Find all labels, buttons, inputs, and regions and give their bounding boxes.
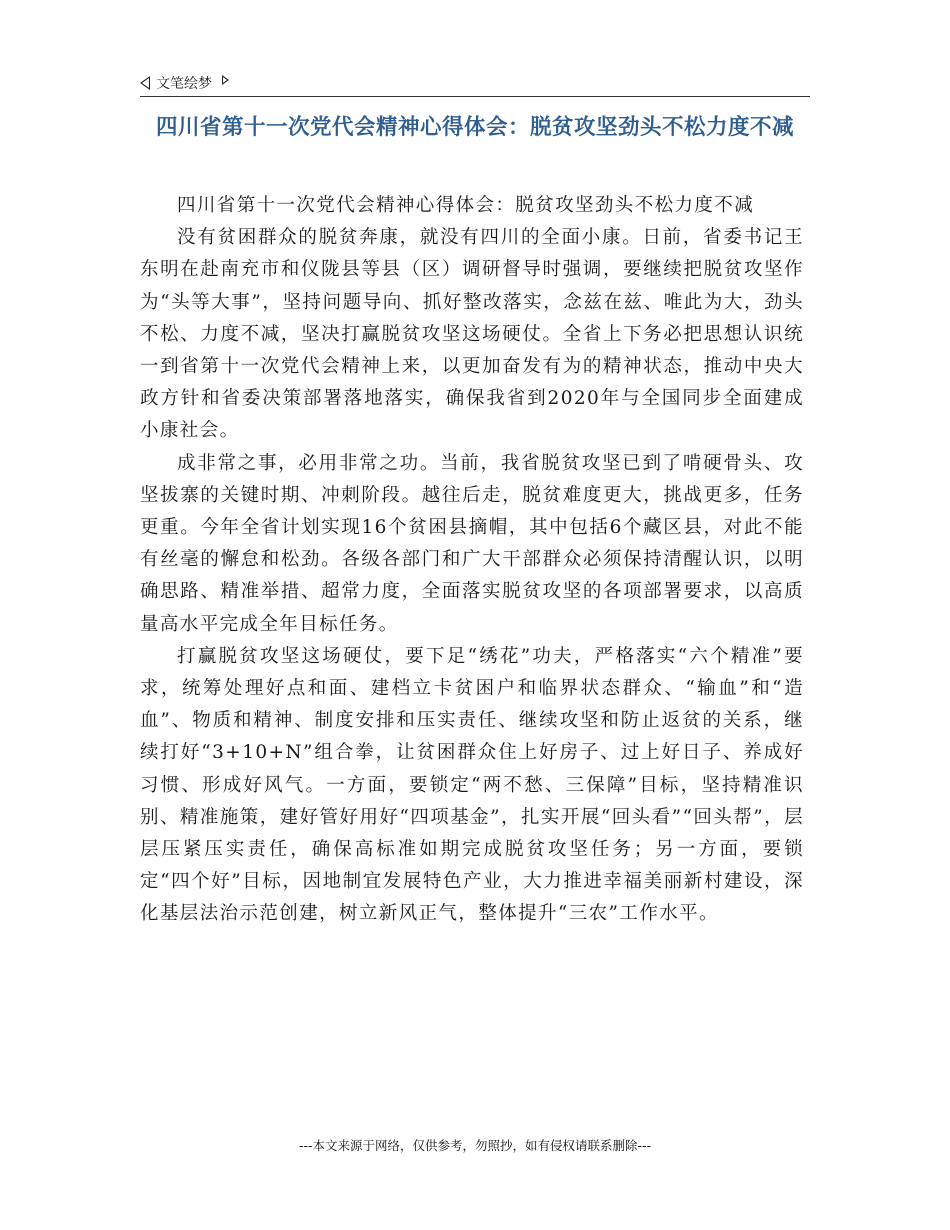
right-triangle-icon (222, 75, 229, 85)
paragraph: 打赢脱贫攻坚这场硬仗，要下足“绣花”功夫，严格落实“六个精准”要求，统筹处理好点和面、建档立卡贫困户和临界状态群众、“输血”和“造血”、物质和精神、制度安排和压实责任、继续攻坚和防止返贫的关系，继续打好“3+10+N”组合拳，让贫困群众住上好房子、过上好日子、养成好习惯、形成好风气。一方面，要锁定“两不愁、三保障”目标，坚持精准识别、精准施策，建好管好用好“四项基金”，扎实开展“回头看”“回头帮”，层层压紧压实责任，确保高标准如期完成脱贫攻坚任务；另一方面，要锁定“四个好”目标，因地制宜发展特色产业，大力推进幸福美丽新村建设，深化基层法治示范创建，树立新风正气，整体提升“三农”工作水平。 (140, 645, 804, 925)
paragraph: 成非常之事，必用非常之功。当前，我省脱贫攻坚已到了啃硬骨头、攻坚拔寨的关键时期、冲刺阶段。越往后走，脱贫难度更大，挑战更多，任务更重。今年全省计划实现16个贫困县摘帽，其中包括6个藏区县，对此不能有丝毫的懈怠和松劲。各级各部门和广大干部群众必须保持清醒认识，以明确思路、精准举措、超常力度，全面落实脱贫攻坚的各项部署要求，以高质量高水平完成全年目标任务。 (140, 452, 804, 635)
left-triangle-icon (140, 76, 150, 90)
document-title: 四川省第十一次党代会精神心得体会：脱贫攻坚劲头不松力度不减 (155, 115, 794, 140)
page-header (140, 70, 810, 97)
document-body (140, 190, 804, 931)
paragraph-subtitle: 四川省第十一次党代会精神心得体会：脱贫攻坚劲头不松力度不减 (177, 195, 755, 216)
paragraph: 没有贫困群众的脱贫奔康，就没有四川的全面小康。日前，省委书记王东明在赴南充市和仪陇县等县（区）调研督导时强调，要继续把脱贫攻坚作为“头等大事”，坚持问题导向、抓好整改落实，念兹在兹、唯此为大，劲头不松、力度不减，坚决打赢脱贫攻坚这场硬仗。全省上下务必把思想认识统一到省第十一次党代会精神上来，以更加奋发有为的精神状态，推动中央大政方针和省委决策部署落地落实，确保我省到2020年与全国同步全面建成小康社会。 (140, 227, 804, 442)
footer-notice: ---本文来源于网络，仅供参考，勿照抄，如有侵权请联系删除--- (298, 1138, 652, 1153)
header-label: 文笔绘梦 (156, 76, 212, 92)
